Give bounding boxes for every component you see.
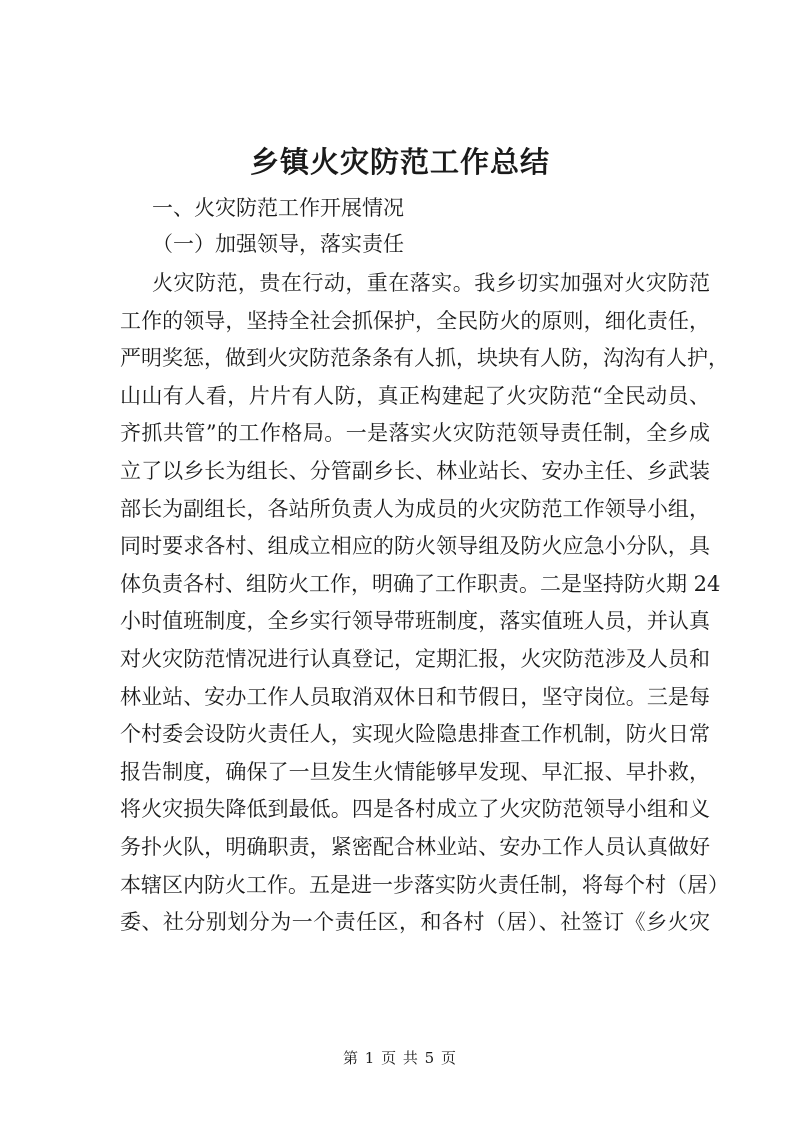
page-number-footer: 第 1 页 共 5 页 [343, 1049, 457, 1067]
paragraph-line: 小时值班制度，全乡实行领导带班制度，落实值班人员，并认真 [120, 609, 710, 634]
paragraph-line: 本辖区内防火工作。五是进一步落实防火责任制，将每个村（居） [120, 872, 729, 897]
paragraph-line: 严明奖惩，做到火灾防范条条有人抓，块块有人防，沟沟有人护， [120, 346, 729, 371]
paragraph-line: 立了以乡长为组长、分管副乡长、林业站长、安办主任、乡武装 [120, 458, 710, 483]
document-title: 乡镇火灾防范工作总结 [249, 145, 550, 179]
paragraph-line: 务扑火队，明确职责，紧密配合林业站、安办工作人员认真做好 [120, 834, 710, 859]
paragraph-line: 个村委会设防火责任人，实现火险隐患排查工作机制，防火日常 [120, 722, 710, 747]
paragraph-line: 山山有人看，片片有人防，真正构建起了火灾防范“全民动员、 [120, 383, 710, 408]
subsection-heading: （一）加强领导，落实责任 [152, 232, 404, 256]
paragraph-line: 工作的领导，坚持全社会抓保护，全民防火的原则，细化责任， [120, 308, 710, 333]
paragraph-line: 对火灾防范情况进行认真登记，定期汇报，火灾防范涉及人员和 [120, 646, 710, 671]
paragraph-line: 齐抓共管”的工作格局。一是落实火灾防范领导责任制，全乡成 [120, 421, 710, 446]
paragraph-line: 部长为副组长，各站所负责人为成员的火灾防范工作领导小组， [120, 496, 710, 521]
paragraph-line: 委、社分别划分为一个责任区，和各村（居）、社签订《乡火灾 [120, 910, 710, 935]
paragraph-line: 同时要求各村、组成立相应的防火领导组及防火应急小分队，具 [120, 534, 710, 559]
paragraph-line: 林业站、安办工作人员取消双休日和节假日，坚守岗位。三是每 [120, 684, 710, 709]
paragraph-line: 将火灾损失降低到最低。四是各村成立了火灾防范领导小组和义 [120, 797, 710, 822]
paragraph-line: 体负责各村、组防火工作，明确了工作职责。二是坚持防火期 24 [120, 571, 721, 596]
section-heading: 一、火灾防范工作开展情况 [152, 196, 404, 220]
paragraph-line: 报告制度，确保了一旦发生火情能够早发现、早汇报、早扑救， [120, 759, 710, 784]
body-paragraph [120, 265, 729, 942]
paragraph-line: 火灾防范，贵在行动，重在落实。我乡切实加强对火灾防范 [152, 271, 710, 295]
